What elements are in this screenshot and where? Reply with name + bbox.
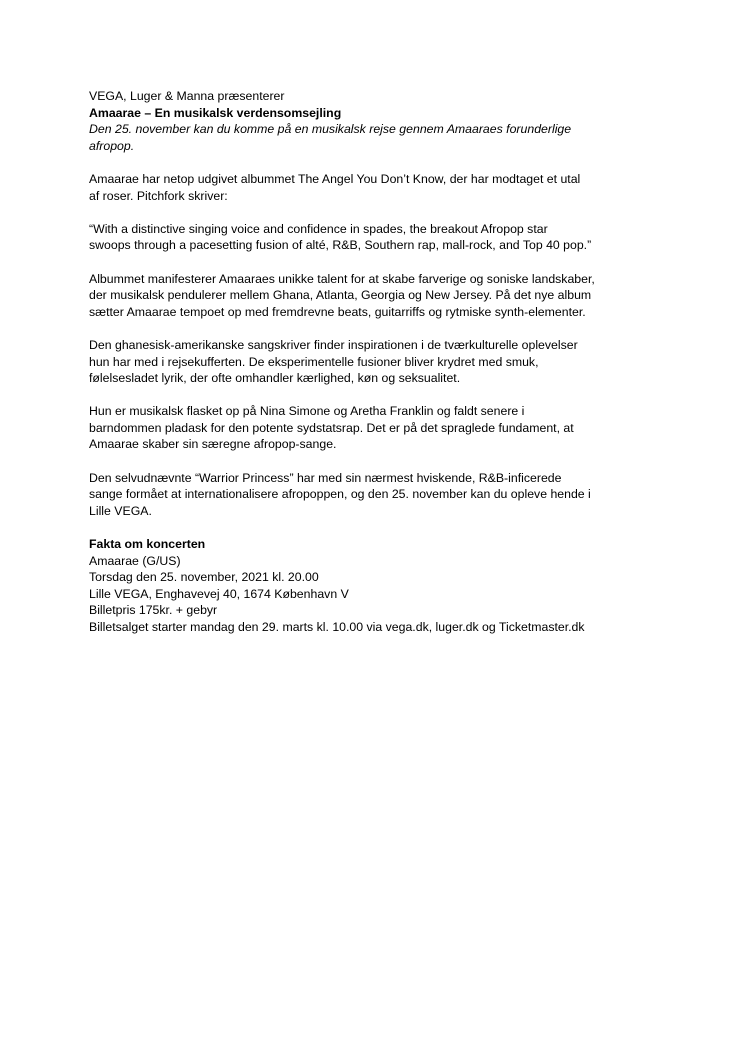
headline: Amaarae – En musikalsk verdensomsejling [89,105,342,120]
paragraph-line: Amaarae har netop udgivet albummet The Angel You Don’t Know, der har modtaget et utal [89,171,581,186]
paragraph-line: der musikalsk pendulerer mellem Ghana, Atlanta, Georgia og New Jersey. På det nye album [89,288,592,303]
paragraph-inspiration [89,337,669,387]
subtitle-line-1: Den 25. november kan du komme på en musikalsk rejse gennem Amaaraes forunderlige [89,122,572,137]
paragraph-influences [89,403,669,453]
subtitle-line-2: afropop. [89,138,135,153]
paragraph-line: sange formået at internationalisere afropoppen, og den 25. november kan du opleve hende i [89,487,591,502]
paragraph-line: Den ghanesisk-amerikanske sangskriver finder inspirationen i de tværkulturelle oplevelser [89,337,578,352]
paragraph-line: hun har med i rejsekufferten. De eksperimentelle fusioner bliver krydret med smuk, [89,354,539,369]
paragraph-line: barndommen pladask for den potente sydstatsrap. Det er på det spraglede fundament, at [89,420,574,435]
paragraph-manifest [89,271,669,321]
press-release [89,88,669,636]
paragraph-line: Den selvudnævnte “Warrior Princess” har med sin nærmest hviskende, R&B-inficerede [89,470,562,485]
paragraph-line: Lille VEGA. [89,503,152,518]
facts-artist: Amaarae (G/US) [89,553,181,568]
concert-facts [89,536,669,636]
facts-ticket-sale: Billetsalget starter mandag den 29. marts kl. 10.00 via vega.dk, luger.dk og Ticketmaster.dk [89,620,585,634]
paragraph-warrior-princess [89,470,669,520]
paragraph-line: sætter Amaarae tempoet op med fremdrevne beats, guitarriffs og rytmiske synth-elementer. [89,304,586,319]
quote-line: swoops through a pacesetting fusion of alté, R&B, Southern rap, mall-rock, and Top 40 pop.” [89,238,592,253]
pitchfork-quote [89,221,669,254]
paragraph-line: Albummet manifesterer Amaaraes unikke talent for at skabe farverige og soniske landskaber, [89,271,595,286]
facts-price: Billetpris 175kr. + gebyr [89,603,218,618]
quote-line: “With a distinctive singing voice and confidence in spades, the breakout Afropop star [89,221,548,236]
paragraph-album [89,171,669,204]
presenters-line: VEGA, Luger & Manna præsenterer [89,89,285,103]
paragraph-line: Hun er musikalsk flasket op på Nina Simone og Aretha Franklin og faldt senere i [89,404,525,419]
paragraph-line: følelsesladet lyrik, der ofte omhandler kærlighed, køn og seksualitet. [89,371,461,386]
facts-heading: Fakta om koncerten [89,537,206,552]
facts-date: Torsdag den 25. november, 2021 kl. 20.00 [89,570,319,585]
paragraph-line: af roser. Pitchfork skriver: [89,188,228,203]
paragraph-line: Amaarae skaber sin særegne afropop-sange. [89,437,337,452]
facts-venue: Lille VEGA, Enghavevej 40, 1674 København V [89,586,349,601]
